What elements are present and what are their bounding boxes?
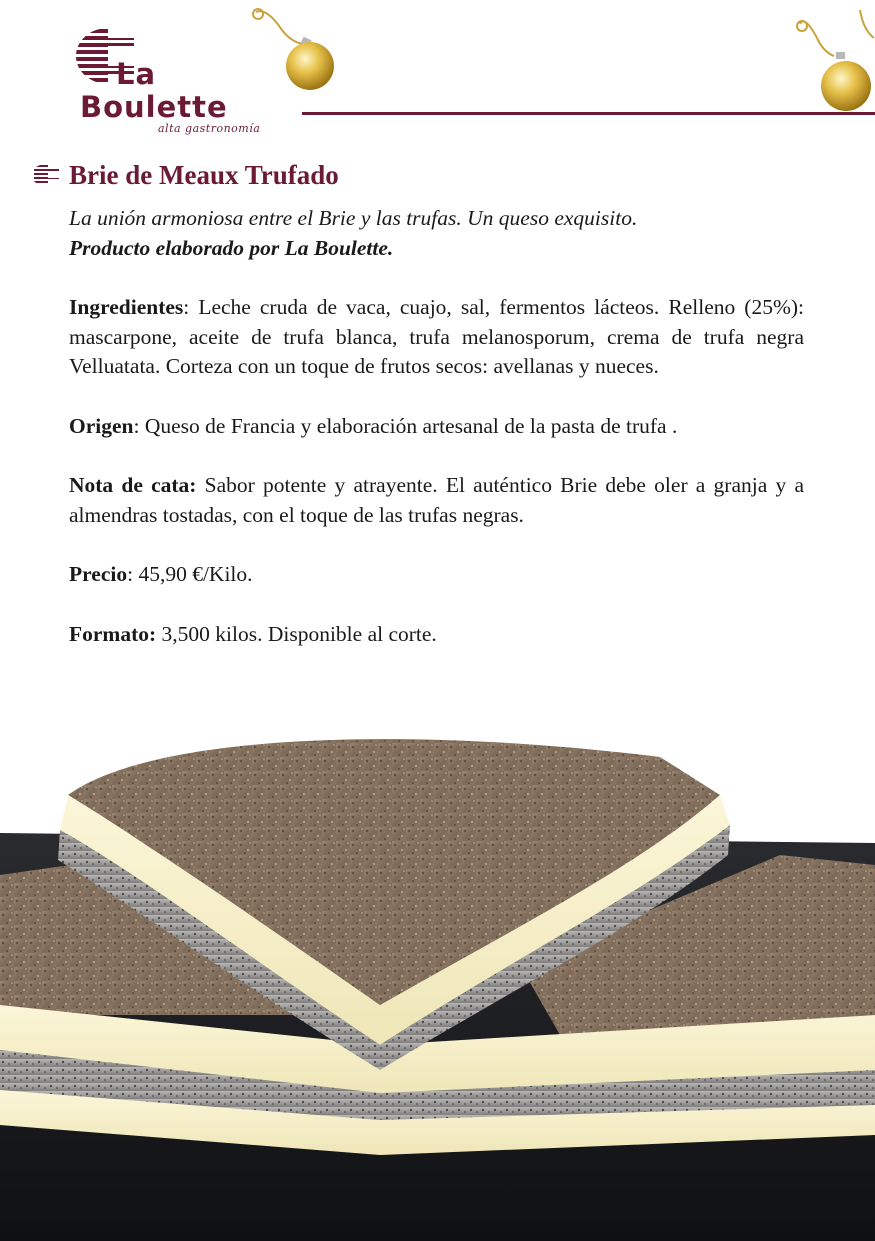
ingredients-paragraph <box>69 293 804 382</box>
brand-stripes-icon <box>34 164 60 186</box>
product-description <box>69 204 804 679</box>
ingredients-label: Ingredientes <box>69 295 184 319</box>
price-paragraph <box>69 560 804 590</box>
format-paragraph <box>69 620 804 650</box>
intro-line: La unión armoniosa entre el Brie y las trufas. Un queso exquisito. <box>69 206 638 230</box>
origin-paragraph <box>69 412 804 442</box>
tasting-text: Sabor potente y atrayente. El auténtico Brie debe oler a granja y a almendras tostadas, con el toque de las trufas negras. <box>69 473 804 527</box>
format-label: Formato: <box>69 621 157 646</box>
brand-name: La Boulette <box>80 57 228 124</box>
tasting-paragraph <box>69 471 804 530</box>
price-label: Precio <box>69 562 128 586</box>
format-text: 3,500 kilos. Disponible al corte. <box>156 621 437 646</box>
price-text: : 45,90 €/Kilo. <box>127 562 253 586</box>
product-title: Brie de Meaux Trufado <box>69 160 339 190</box>
brand-tagline: alta gastronomía <box>158 122 261 135</box>
page-header <box>0 0 875 140</box>
origin-text: : Queso de Francia y elaboración artesanal de la pasta de trufa . <box>133 413 678 438</box>
christmas-bauble-ornament-icon <box>244 6 344 98</box>
origin-label: Origen <box>69 413 134 438</box>
christmas-bauble-ornament-icon <box>790 10 875 114</box>
tasting-label: Nota de cata: <box>69 473 197 497</box>
ingredients-text: : Leche cruda de vaca, cuajo, sal, fermentos lácteos. Relleno (25%): mascarpone, aceite de trufa blanca, trufa melanosporum, crema de trufa negra Velluatata. Corteza con un toque de frutos secos: avellanas y nueces. <box>69 295 804 378</box>
intro-paragraph <box>69 204 804 263</box>
cheese-photo <box>0 715 875 1241</box>
intro-bold: Producto elaborado por La Boulette. <box>69 235 394 260</box>
